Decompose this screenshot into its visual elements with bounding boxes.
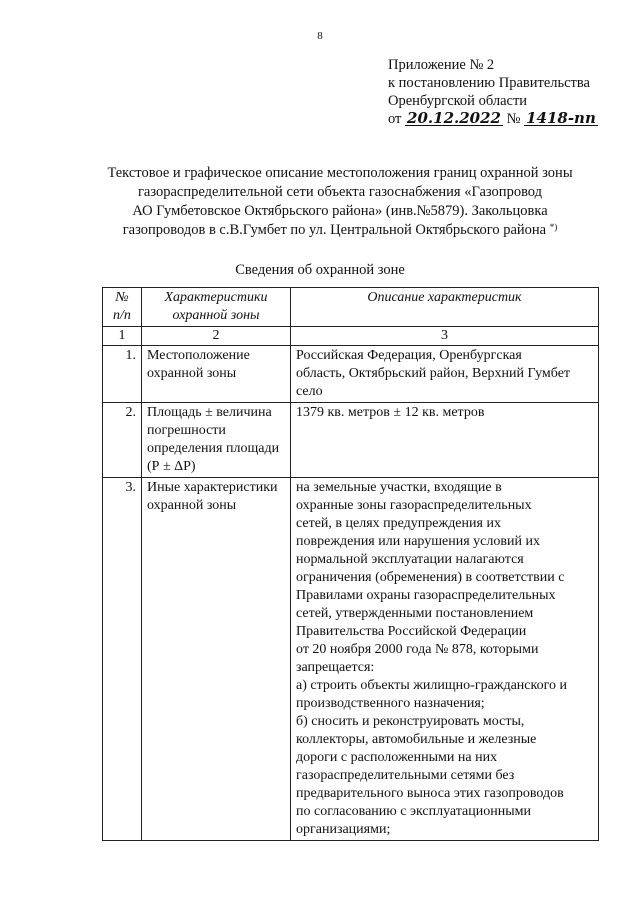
description-line: организациями;	[296, 822, 391, 837]
appendix-block	[388, 56, 598, 128]
row-characteristic	[142, 346, 291, 403]
table-header-row	[103, 288, 599, 327]
column-number: 3	[291, 327, 599, 346]
description-line: ограничения (обременения) в соответствии с	[296, 570, 565, 585]
description-line: дороги с расположенными на них	[296, 750, 498, 765]
column-number: 2	[142, 327, 291, 346]
description-line: село	[296, 384, 323, 399]
characteristic-line: (Р ± ΔР)	[147, 459, 196, 474]
appendix-title: Приложение № 2	[388, 57, 495, 73]
title-line: Текстовое и графическое описание местоположения границ охранной зоны	[107, 165, 573, 181]
row-number: 3.	[103, 478, 142, 841]
row-characteristic	[142, 478, 291, 841]
description-line: повреждения или нарушения условий их	[296, 534, 540, 549]
row-number: 2.	[103, 403, 142, 478]
table-row	[103, 346, 599, 403]
appendix-from: от	[388, 111, 402, 127]
title-line: АО Гумбетовское Октябрьского района» (инв.№5879). Закольцовка	[132, 203, 548, 219]
description-line: предварительного выноса этих газопроводов	[296, 786, 564, 801]
description-line: сетей, в целях предупреждения их	[296, 516, 501, 531]
handwritten-number: 1418-пп	[526, 109, 596, 127]
characteristic-line: погрешности	[147, 423, 226, 438]
column-number-row	[103, 327, 599, 346]
table-row	[103, 403, 599, 478]
description-line: производственного назначения;	[296, 696, 485, 711]
appendix-number-sign: №	[506, 111, 521, 127]
appendix-region: Оренбургской области	[388, 93, 528, 109]
characteristic-line: Иные характеристики	[147, 480, 278, 495]
description-line: от 20 ноября 2000 года № 878, которыми	[296, 642, 539, 657]
row-description	[291, 478, 599, 841]
description-line: 1379 кв. метров ± 12 кв. метров	[296, 405, 485, 420]
characteristic-line: Площадь ± величина	[147, 405, 272, 420]
description-line: на земельные участки, входящие в	[296, 480, 502, 495]
title-footnote: *)	[549, 222, 558, 232]
description-line: Правилами охраны газораспределительных	[296, 588, 556, 603]
appendix-resolution: к постановлению Правительства	[388, 75, 590, 91]
section-title: Сведения об охранной зоне	[235, 262, 405, 278]
row-characteristic	[142, 403, 291, 478]
description-line: нормальной эксплуатации налагаются	[296, 552, 524, 567]
description-line: охранные зоны газораспределительных	[296, 498, 532, 513]
page-number: 8	[317, 30, 323, 42]
characteristic-line: Местоположение	[147, 348, 250, 363]
protection-zone-table	[102, 287, 599, 841]
description-line: Правительства Российской Федерации	[296, 624, 527, 639]
description-line: б) сносить и реконструировать мосты,	[296, 714, 525, 729]
description-line: а) строить объекты жилищно-гражданского и	[296, 678, 567, 693]
row-description	[291, 403, 599, 478]
header-description: Описание характеристик	[291, 288, 599, 327]
header-characteristics: Характеристики охранной зоны	[142, 288, 291, 327]
header-num: № п/п	[103, 288, 142, 327]
handwritten-date: 20.12.2022	[407, 109, 501, 127]
description-line: сетей, утвержденными постановлением	[296, 606, 534, 621]
table-body	[103, 346, 599, 841]
description-line: коллекторы, автомобильные и железные	[296, 732, 537, 747]
characteristic-line: охранной зоны	[147, 366, 237, 381]
description-line: по согласованию с эксплуатационными	[296, 804, 531, 819]
row-description	[291, 346, 599, 403]
characteristic-line: определения площади	[147, 441, 280, 456]
description-line: газораспределительными сетями без	[296, 768, 515, 783]
title-line: газораспределительной сети объекта газоснабжения «Газопровод	[137, 184, 543, 200]
appendix-date-line	[388, 110, 598, 128]
characteristic-line: охранной зоны	[147, 498, 237, 513]
table-row	[103, 478, 599, 841]
title-line: газопроводов в с.В.Гумбет по ул. Центральной Октябрьского района *)	[122, 222, 558, 238]
description-line: Российская Федерация, Оренбургская	[296, 348, 522, 363]
document-title	[80, 164, 600, 240]
row-number: 1.	[103, 346, 142, 403]
description-line: запрещается:	[296, 660, 375, 675]
description-line: область, Октябрьский район, Верхний Гумбет	[296, 366, 571, 381]
column-number: 1	[103, 327, 142, 346]
